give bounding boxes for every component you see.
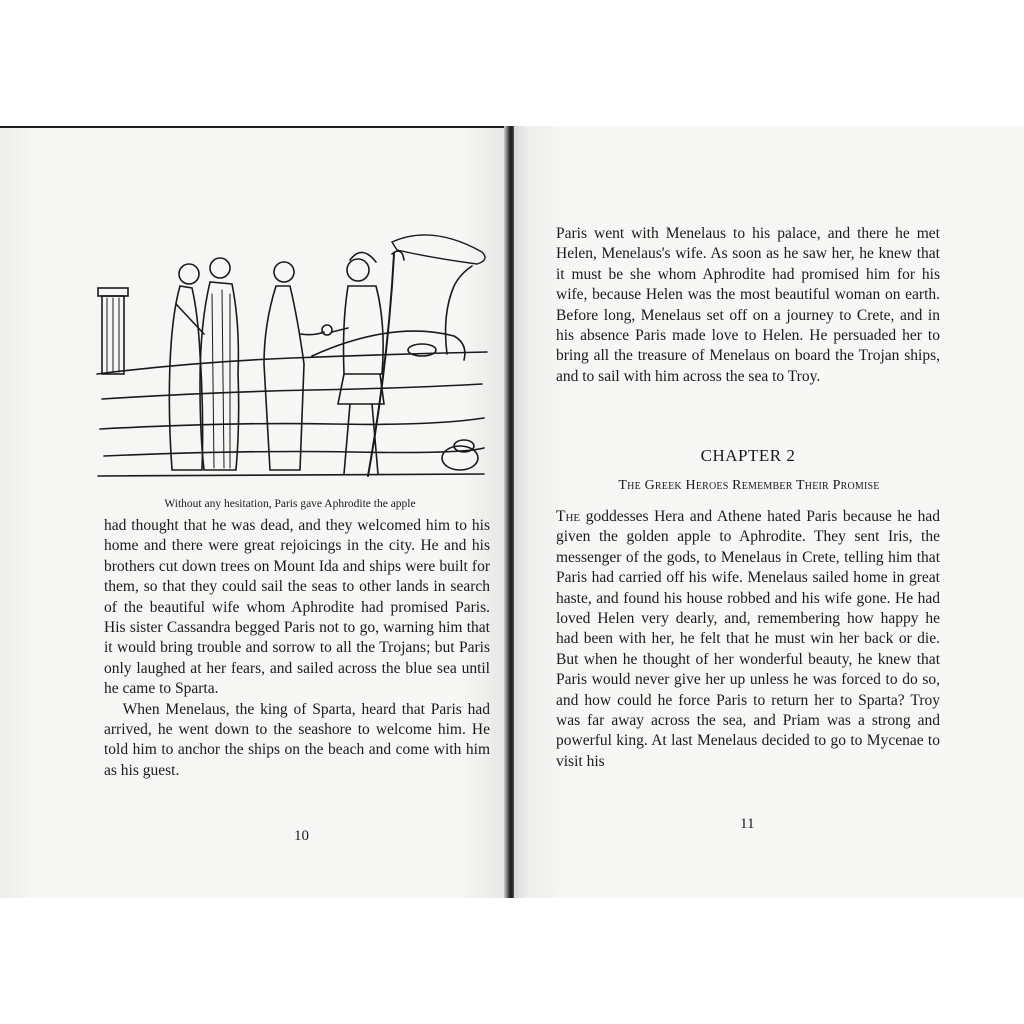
- chapter-paragraph-1: [556, 507, 940, 772]
- illustration-judgement-of-paris: [92, 224, 488, 486]
- left-page-text: [104, 516, 490, 781]
- chapter-body-text: [556, 507, 940, 772]
- right-page-top-text: [556, 224, 940, 387]
- book-spread: [0, 126, 1024, 898]
- chapter-title: The Greek Heroes Remember Their Promise: [618, 478, 880, 493]
- chapter-paragraph-rest: goddesses Hera and Athene hated Paris because he had given the golden apple to Aphrodite. They sent Iris, the messenger of the gods, to Menelaus in Crete, telling him that Paris had carried off his wife. Menelaus sailed home in great haste, and found his house robbed and his wife gone. He had loved Helen very dearly, and, remembering how happy he had been with her, he felt that he must win her back or die. But when he thought of her wonderful beauty, he knew that Paris would never give her up unless he was forced to do so, and how could he force Paris to return her to Sparta? Troy was far away across the sea, and Priam was a strong and powerful king. At last Menelaus decided to go to Mycenae to visit his: [556, 508, 940, 770]
- right-paragraph-1: Paris went with Menelaus to his palace, and there he met Helen, Menelaus's wife. As soon as he saw her, he knew that it must be she whom Aphrodite had promised him for his wife, because Helen was the most beautiful woman on earth. Before long, Menelaus set off on a journey to Crete, and in his absence Paris made love to Helen. He persuaded her to bring all the treasure of Menelaus on board the Trojan ships, and to sail with him across the sea to Troy.: [556, 225, 940, 385]
- chapter-first-word: The: [556, 508, 581, 525]
- page-number-left: 10: [294, 828, 309, 844]
- page-number-right: 11: [740, 816, 755, 832]
- left-paragraph-1: had thought that he was dead, and they welcomed him to his home and there were great rejoicings in the city. He and his brothers cut down trees on Mount Ida and ships were built for them, so that they could sail the seas to other lands in search of the beautiful wife whom Aphrodite had promised Paris. His sister Cassandra begged Paris not to go, warning him that it would bring trouble and sorrow to all the Trojans; but Paris only laughed at her fears, and sailed across the blue sea until he came to Sparta.: [104, 517, 490, 698]
- chapter-heading: CHAPTER 2: [700, 446, 796, 465]
- illustration-caption: Without any hesitation, Paris gave Aphrodite the apple: [164, 498, 416, 510]
- right-page: [514, 126, 1024, 898]
- left-paragraph-2: When Menelaus, the king of Sparta, heard that Paris had arrived, he went down to the seashore to welcome him. He told him to anchor the ships on the beach and come with him as his guest.: [104, 700, 490, 779]
- left-page: [0, 126, 512, 898]
